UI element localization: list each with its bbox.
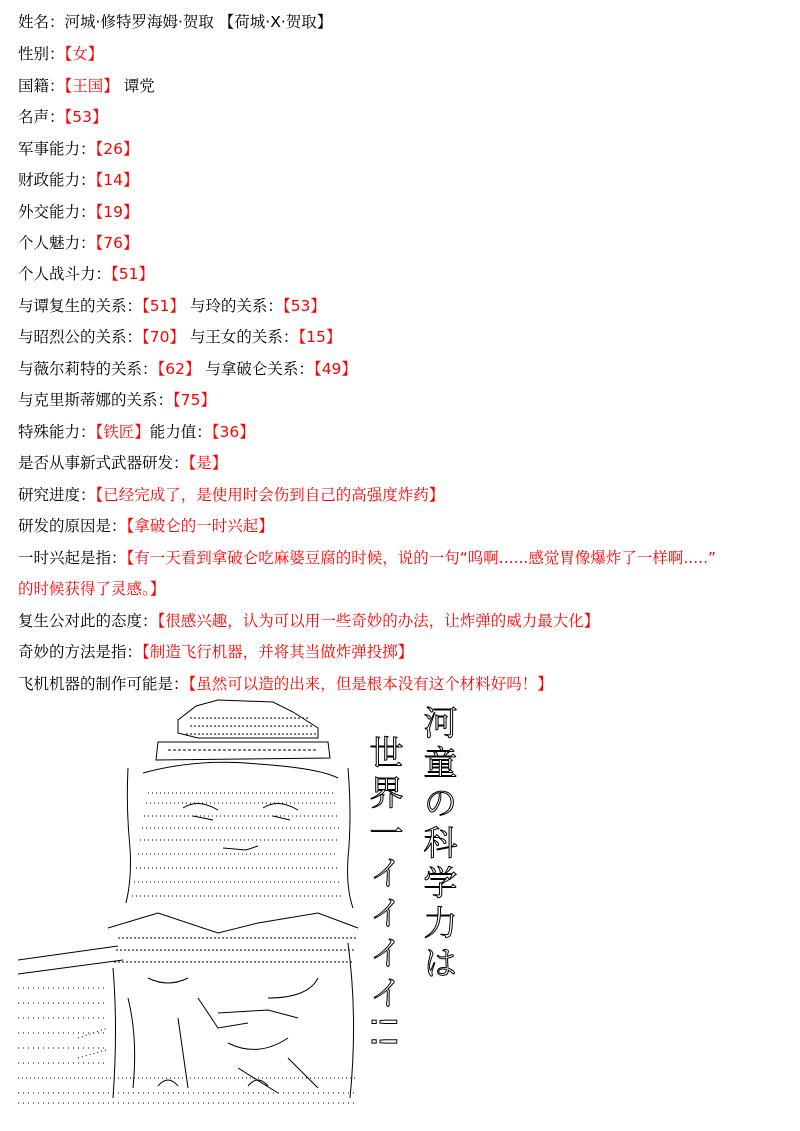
profile-line: [18, 44, 103, 64]
profile-line: [18, 264, 154, 284]
profile-value: 【53】: [64, 108, 108, 126]
profile-label: 个人魅力：: [18, 234, 96, 252]
profile-value: 【有一天看到拿破仑吃麻婆豆腐的时候，说的一句“呜啊......感觉胃像爆炸了一样啊.....”: [126, 549, 717, 567]
profile-value: 【15】: [298, 328, 342, 346]
profile-line: [18, 485, 444, 505]
profile-line: [18, 296, 326, 316]
profile-line: [18, 359, 357, 379]
profile-label: 个人战斗力：: [18, 265, 112, 283]
profile-value: 【虽然可以造的出来，但是根本没有这个材料好吗！】: [188, 675, 553, 693]
profile-value: 【51】: [111, 265, 154, 283]
profile-line: [18, 107, 108, 127]
vertical-text-right: 河童の科学力は: [417, 705, 457, 985]
profile-value: 【拿破仑的一时兴起】: [126, 517, 274, 535]
profile-line: [18, 611, 599, 631]
profile-value: 【51】: [142, 297, 185, 315]
profile-line: [18, 233, 139, 253]
profile-text: 河城·修特罗海姆·贺取 【荷城·X·贺取】: [64, 13, 333, 31]
profile-label: 飞机机器的制作可能是：: [18, 675, 189, 693]
profile-label: 复生公对此的态度：: [18, 612, 158, 630]
profile-line: [18, 516, 274, 536]
profile-label: 姓名：: [18, 13, 65, 31]
profile-label: 研发的原因是：: [18, 517, 127, 535]
profile-line: [18, 642, 413, 662]
profile-value: 【制造飞行机器，并将其当做炸弹投掷】: [142, 643, 414, 661]
profile-text: 与拿破仑关系：: [200, 360, 314, 378]
profile-text: 谭党: [118, 77, 155, 95]
profile-label: 财政能力：: [18, 171, 96, 189]
profile-line: [18, 139, 139, 159]
profile-line: [18, 548, 716, 568]
profile-line: [18, 453, 227, 473]
profile-value: 【36】: [211, 423, 255, 441]
profile-line: [18, 12, 332, 32]
vertical-text-left: 世界一イイイイ!!: [363, 735, 403, 1055]
profile-value: 【76】: [95, 234, 139, 252]
profile-value: 【14】: [95, 171, 139, 189]
profile-text: 与王女的关系：: [185, 328, 299, 346]
profile-line: [18, 422, 255, 442]
profile-label: 与薇尔莉特的关系：: [18, 360, 158, 378]
profile-value: 【已经完成了，是使用时会伤到自己的高强度炸药】: [95, 486, 445, 504]
ascii-art-figure: [18, 698, 363, 1106]
profile-label: 名声：: [18, 108, 65, 126]
profile-value: 【19】: [95, 203, 139, 221]
profile-value: 【王国】: [64, 77, 119, 95]
profile-label: 外交能力：: [18, 203, 96, 221]
profile-label: 性别：: [18, 45, 65, 63]
profile-label: 与谭复生的关系：: [18, 297, 143, 315]
profile-label: 特殊能力：: [18, 423, 96, 441]
profile-value: 【70】: [142, 328, 185, 346]
profile-line: [18, 202, 139, 222]
profile-line: [18, 674, 553, 694]
profile-label: 与克里斯蒂娜的关系：: [18, 391, 174, 409]
profile-line: [18, 327, 341, 347]
profile-value: 【女】: [64, 45, 104, 63]
profile-value: 【62】: [157, 360, 201, 378]
profile-line: [18, 390, 216, 410]
profile-line: [18, 579, 165, 599]
profile-label: 军事能力：: [18, 140, 96, 158]
profile-line: [18, 76, 155, 96]
profile-label: 一时兴起是指：: [18, 549, 127, 567]
profile-label: 是否从事新式武器研发：: [18, 454, 189, 472]
profile-label: 与昭烈公的关系：: [18, 328, 143, 346]
profile-value: 【是】: [188, 454, 228, 472]
profile-value: 【26】: [95, 140, 139, 158]
profile-label: 奇妙的方法是指：: [18, 643, 143, 661]
profile-value: 【49】: [313, 360, 357, 378]
profile-value: 【很感兴趣，认为可以用一些奇妙的办法，让炸弹的威力最大化】: [157, 612, 600, 630]
profile-label: 研究进度：: [18, 486, 96, 504]
profile-value: 【铁匠】: [95, 423, 150, 441]
profile-value: 的时候获得了灵感。】: [18, 580, 166, 598]
profile-value: 【53】: [282, 297, 326, 315]
profile-value: 【75】: [173, 391, 216, 409]
profile-text: 与玲的关系：: [185, 297, 283, 315]
profile-label: 国籍：: [18, 77, 65, 95]
profile-line: [18, 170, 139, 190]
profile-text: 能力值：: [149, 423, 212, 441]
